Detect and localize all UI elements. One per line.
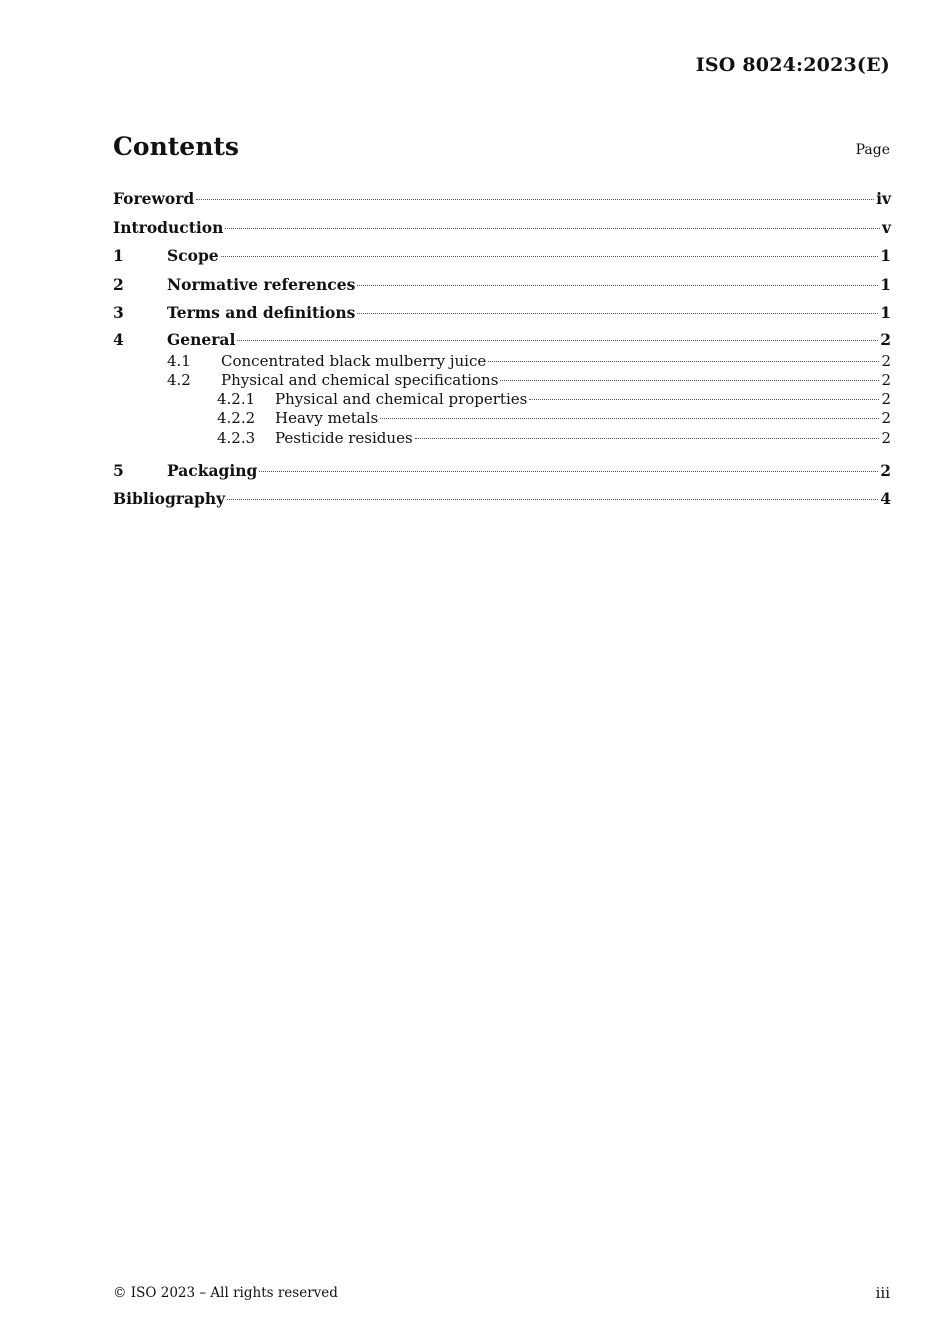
toc-entry-page: 2 (881, 370, 891, 389)
toc-entry-title: Concentrated black mulberry juice (221, 351, 487, 370)
toc-dot-leader (357, 313, 878, 314)
toc-entry-page: 4 (880, 489, 891, 509)
toc-dot-leader (196, 199, 874, 200)
toc-entry-foreword[interactable] (113, 185, 891, 214)
toc-entry-scope[interactable] (113, 242, 891, 271)
toc-entry-page: 2 (880, 329, 891, 349)
toc-dot-leader (529, 399, 879, 400)
toc-entry-page: 2 (880, 460, 891, 480)
toc-dot-leader (221, 256, 879, 257)
toc-dot-leader (227, 499, 878, 500)
toc-entry-title: Pesticide residues (275, 428, 413, 447)
toc-entry-page: 2 (881, 428, 891, 447)
toc-dot-leader (357, 285, 878, 286)
toc-entry-packaging[interactable] (113, 457, 891, 486)
toc-entry-title: Normative references (167, 274, 356, 294)
toc-dot-leader (225, 228, 880, 229)
toc-entry-introduction[interactable] (113, 214, 891, 243)
footer-page-number: iii (875, 1284, 890, 1302)
page-column-label: Page (855, 142, 890, 158)
toc-entry-page: 2 (881, 409, 891, 428)
toc-entry-pesticide-residues[interactable] (113, 429, 891, 448)
toc-entry-number: 4.2.2 (217, 409, 256, 428)
footer-copyright: © ISO 2023 – All rights reserved (113, 1285, 338, 1301)
toc-entry-number: 4 (113, 329, 124, 349)
toc-entry-page: 1 (880, 274, 891, 294)
toc-dot-leader (237, 340, 878, 341)
toc-entry-page: iv (876, 189, 891, 208)
toc-entry-title: Foreword (113, 189, 195, 208)
toc-entry-page: 2 (881, 351, 891, 370)
toc-entry-number: 3 (113, 303, 124, 322)
toc-dot-leader (415, 438, 880, 439)
toc-entry-title: Terms and definitions (167, 303, 356, 322)
toc-entry-heavy-metals[interactable] (113, 409, 891, 428)
toc-entry-number: 4.1 (167, 351, 191, 370)
toc-dot-leader (500, 380, 879, 381)
toc-entry-number: 2 (113, 274, 124, 294)
toc-entry-title: Packaging (167, 460, 258, 480)
toc-entry-title: Physical and chemical specifications (221, 370, 499, 389)
toc-entry-title: Physical and chemical properties (275, 390, 528, 409)
toc-entry-title: Heavy metals (275, 409, 379, 428)
toc-entry-general[interactable] (113, 328, 891, 352)
toc-dot-leader (380, 418, 879, 419)
toc-entry-number: 5 (113, 460, 124, 480)
toc-entry-number: 4.2 (167, 370, 191, 389)
toc-entry-title: Scope (167, 246, 219, 265)
table-of-contents (113, 185, 891, 514)
toc-dot-leader (488, 361, 879, 362)
toc-entry-page: v (881, 217, 891, 237)
toc-entry-number: 4.2.1 (217, 390, 256, 409)
toc-entry-physical-and-chemical-properties[interactable] (113, 390, 891, 409)
toc-entry-physical-and-chemical-specifications[interactable] (113, 371, 891, 390)
toc-entry-title: General (167, 329, 236, 349)
toc-entry-number: 4.2.3 (217, 428, 256, 447)
toc-entry-terms-and-definitions[interactable] (113, 299, 891, 328)
toc-entry-page: 1 (880, 246, 891, 265)
document-id: ISO 8024:2023(E) (695, 54, 890, 76)
toc-entry-bibliography[interactable] (113, 485, 891, 514)
toc-entry-concentrated-black-mulberry-juice[interactable] (113, 352, 891, 371)
toc-entry-page: 1 (880, 303, 891, 322)
toc-entry-title: Bibliography (113, 489, 226, 509)
contents-title: Contents (113, 132, 240, 161)
toc-entry-normative-references[interactable] (113, 271, 891, 300)
toc-dot-leader (259, 471, 878, 472)
toc-entry-number: 1 (113, 246, 124, 265)
toc-entry-title: Introduction (113, 217, 224, 237)
toc-entry-page: 2 (881, 390, 891, 409)
